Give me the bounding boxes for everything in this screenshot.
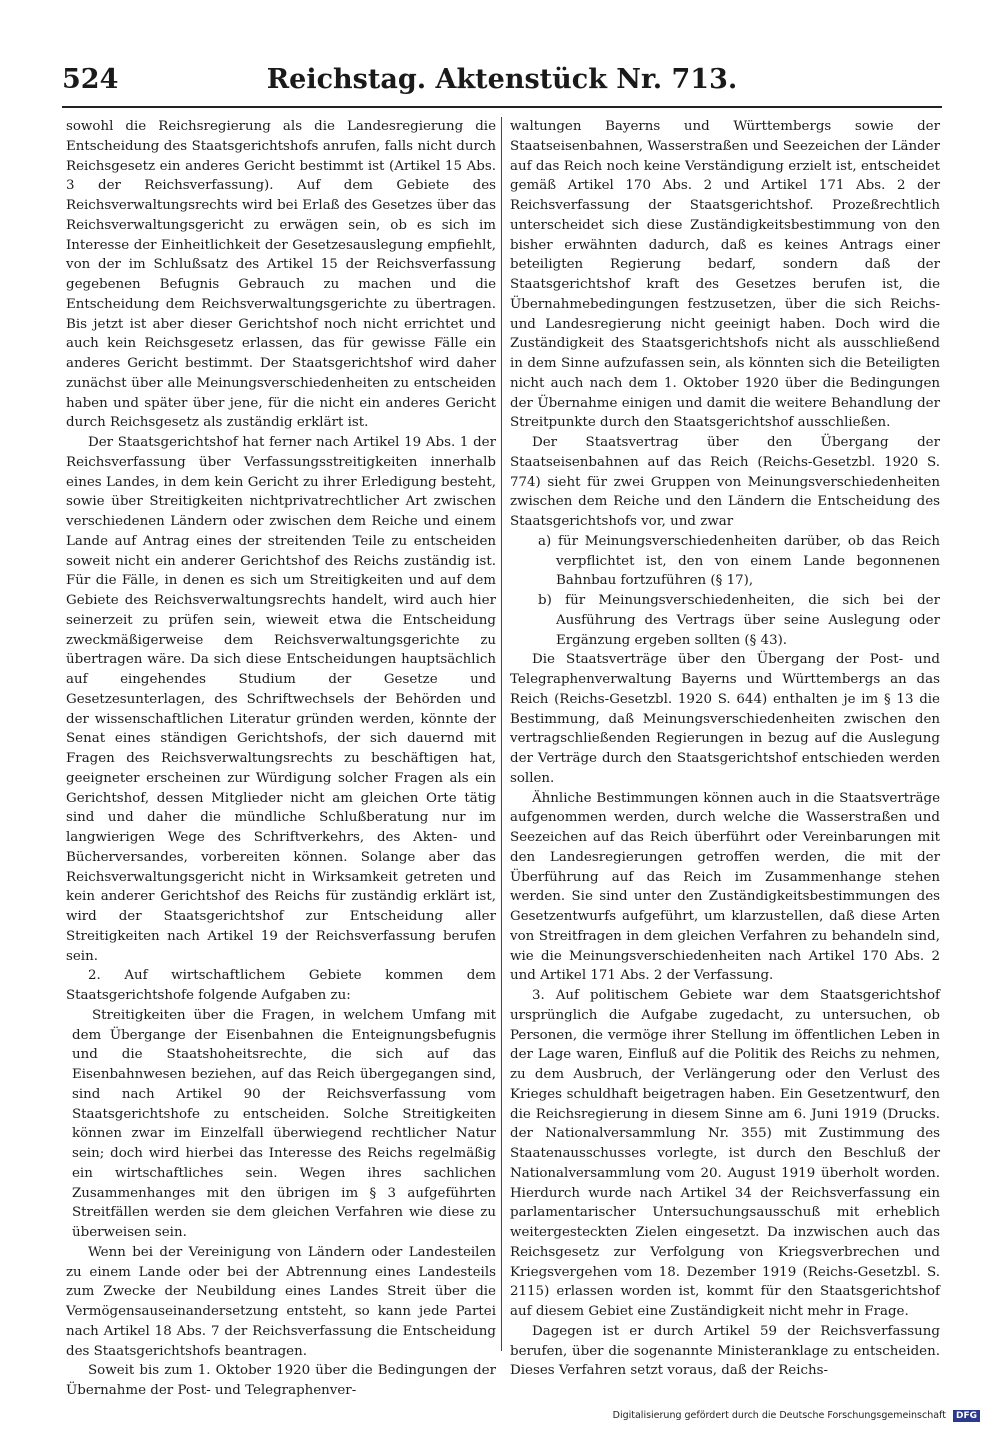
paragraph: waltungen Bayerns und Württembergs sowie der Staatseisenbahnen, Wasserstraßen und Seezeichen der Länder auf das Reich noch keine Verständigung erzielt ist, entscheidet gemäß Artikel 170 Abs. 2 und Artikel 171 Abs. 2 der Reichsverfassung der Staatsgerichtshof. Prozeßrechtlich unterscheidet sich diese Zuständigkeitsbestimmung von den bisher erwähnten dadurch, daß es keines Antrags einer beteiligten Regierung bedarf, sondern daß der Staatsgerichtshof kraft des Gesetzes berufen ist, die Übernahmebedingungen festzusetzen, über die sich Reichs- und Landesregierung nicht geeinigt haben. Doch wird die Zuständigkeit des Staatsgerichtshofs nicht als ausschließend in dem Sinne aufzufassen sein, als könnten sich die Beteiligten nicht auch nach dem 1. Oktober 1920 über die Bedingungen der Übernahme einigen und damit die weitere Behandlung der Streitpunkte durch den Staatsgerichtshof ausschließen. — [510, 119, 940, 431]
footer-text: Digitalisierung gefördert durch die Deutsche Forschungsgemeinschaft — [612, 1410, 946, 1421]
footer-credit — [613, 1410, 980, 1422]
paragraph: 2. Auf wirtschaftlichem Gebiete kommen dem Staatsgerichtshofe folgende Aufgaben zu: — [66, 968, 496, 1003]
dfg-logo: DFG — [953, 1410, 980, 1422]
column-divider — [501, 117, 502, 1351]
paragraph: Streitigkeiten über die Fragen, in welchem Umfang mit dem Übergange der Eisenbahnen die Enteignungsbefugnis und die Staatshoheitsrechte, die sich auf das Eisenbahnwesen beziehen, auf das Reich übergegangen sind, sind nach Artikel 90 der Reichsverfassung vom Staatsgerichtshofe zu entscheiden. Solche Streitigkeiten können zwar im Einzelfall überwiegend rechtlicher Natur sein; doch wird hierbei das Interesse des Reichs regelmäßig ein wirtschaftliches sein. Wegen ihres sachlichen Zusammenhanges mit den übrigen im § 3 aufgeführten Streitfällen werden sie dem gleichen Verfahren wie diese zu überweisen sein. — [72, 1007, 496, 1240]
paragraph: Dagegen ist er durch Artikel 59 der Reichsverfassung berufen, über die sogenannte Ministeranklage zu entscheiden. Dieses Verfahren setzt voraus, daß der Reichs- — [510, 1323, 940, 1379]
page-header — [62, 60, 942, 100]
page-number: 524 — [62, 64, 119, 95]
paragraph: Ähnliche Bestimmungen können auch in die Staatsverträge aufgenommen werden, durch welche die Wasserstraßen und Seezeichen auf das Reich überführt oder Vereinbarungen mit den Landesregierungen getroffen werden, die mit der Überführung auf das Reich im Zusammenhange stehen werden. Sie sind unter den Zuständigkeitsbestimmungen des Gesetzentwurfs aufgeführt, um klarzustellen, daß diese Arten von Streitfragen in dem gleichen Verfahren zu behandeln sind, wie die Meinungsverschiedenheiten nach Artikel 170 Abs. 2 und Artikel 171 Abs. 2 der Verfassung. — [510, 790, 940, 984]
page-title: Reichstag. Aktenstück Nr. 713. — [266, 64, 738, 95]
left-column — [66, 117, 496, 1398]
paragraph: Soweit bis zum 1. Oktober 1920 über die Bedingungen der Übernahme der Post- und Telegraphenver- — [66, 1363, 496, 1398]
paragraph: Die Staatsverträge über den Übergang der Post- und Telegraphenverwaltung Bayerns und Württembergs an das Reich (Reichs-Gesetzbl. 1920 S. 644) enthalten je im § 13 die Bestimmung, daß Meinungsverschiedenheiten zwischen den vertragschließenden Regierungen in bezug auf die Auslegung der Verträge durch den Staatsgerichtshof entschieden werden sollen. — [510, 652, 940, 786]
right-column — [510, 117, 940, 1379]
paragraph: Der Staatsgerichtshof hat ferner nach Artikel 19 Abs. 1 der Reichsverfassung über Verfassungsstreitigkeiten innerhalb eines Landes, in dem kein Gericht zu ihrer Erledigung besteht, sowie über Streitigkeiten nichtprivatrechtlicher Art zwischen verschiedenen Ländern oder zwischen dem Reiche und einem Lande auf Antrag eines der streitenden Teile zu entscheiden soweit nicht ein anderer Gerichtshof des Reichs zuständig ist. Für die Fälle, in denen es sich um Streitigkeiten und auf dem Gebiete des Reichsverwaltungsrechts handelt, wird auch hier seinerzeit zu prüfen sein, wieweit etwa die Entscheidung zweckmäßigerweise dem Reichsverwaltungsgerichte zu übertragen wäre. Da sich diese Entscheidungen hauptsächlich auf eingehendes Studium der Gesetze und Gesetzesunterlagen, des Schriftwechsels der Behörden und der wissenschaftlichen Literatur gründen werden, könnte der Senat eines ständigen Gerichtshofs, der sich dauernd mit Fragen des Reichsverwaltungsrechts zu beschäftigen hat, geeigneter erscheinen zur Würdigung solcher Fragen als ein Gerichtshof, dessen Mitglieder nicht am gleichen Orte tätig sind und daher die mündliche Schlußberatung nur im langwierigen Wege des Schriftverkehrs, des Akten- und Bücherversandes, vorbereiten können. Solange aber das Reichsverwaltungsgericht nicht in Wirksamkeit getreten und kein anderer Gerichtshof des Reichs für zuständig erklärt ist, wird der Staatsgerichtshof zur Entscheidung aller Streitigkeiten nach Artikel 19 der Reichsverfassung berufen sein. — [66, 435, 496, 964]
list-item: b) für Meinungsverschiedenheiten, die sich bei der Ausführung des Vertrags über seine Auslegung oder Ergänzung ergeben sollten (§ 43). — [538, 593, 940, 648]
paragraph: 3. Auf politischem Gebiete war dem Staatsgerichtshof ursprünglich die Aufgabe zugedacht, zu untersuchen, ob Personen, die vermöge ihrer Stellung im öffentlichen Leben in der Lage waren, Einfluß auf die Politik des Reichs zu nehmen, zu dem Ausbruch, der Verlängerung oder den Verlust des Krieges schuldhaft beigetragen haben. Ein Gesetzentwurf, den die Reichsregierung in diesem Sinne am 6. Juni 1919 (Drucks. der Nationalversammlung Nr. 355) mit Zustimmung des Staatenausschusses vorlegte, ist durch den Beschluß der Nationalversammlung vom 20. August 1919 überholt worden. Hierdurch wurde nach Artikel 34 der Reichsverfassung ein parlamentarischer Untersuchungsausschuß mit erheblich weitergesteckten Zielen eingesetzt. Da inzwischen auch das Reichsgesetz zur Verfolgung von Kriegsverbrechen und Kriegsvergehen vom 18. Dezember 1919 (Reichs-Gesetzbl. S. 2115) erlassen worden ist, kommt für den Staatsgerichtshof auf diesem Gebiet eine Zuständigkeit nicht mehr in Frage. — [510, 988, 940, 1319]
paragraph: Der Staatsvertrag über den Übergang der Staatseisenbahnen auf das Reich (Reichs-Gesetzbl. 1920 S. 774) sieht für zwei Gruppen von Meinungsverschiedenheiten zwischen dem Reiche und den Ländern die Entscheidung des Staatsgerichtshofs vor, und zwar — [510, 435, 940, 529]
paragraph: sowohl die Reichsregierung als die Landesregierung die Entscheidung des Staatsgerichtshofs anrufen, falls nicht durch Reichsgesetz ein anderes Gericht bestimmt ist (Artikel 15 Abs. 3 der Reichsverfassung). Auf dem Gebiete des Reichsverwaltungsrechts wird bei Erlaß des Gesetzes über das Reichsverwaltungsgericht zu erwägen sein, ob es sich im Interesse der Einheitlichkeit der Gesetzesauslegung empfiehlt, von der im Schlußsatz des Artikel 15 der Reichsverfassung gegebenen Befugnis Gebrauch zu machen und die Entscheidung dem Reichsverwaltungsgerichte zu übertragen. Bis jetzt ist aber dieser Gerichtshof noch nicht errichtet und auch kein Reichsgesetz erlassen, das für gewisse Fälle ein anderes Gericht bestimmt. Der Staatsgerichtshof wird daher zunächst über alle Meinungsverschiedenheiten zu entscheiden haben und später über jene, für die nicht ein anderes Gericht durch Reichsgesetz als zuständig erklärt ist. — [66, 119, 496, 431]
paragraph: Wenn bei der Vereinigung von Ländern oder Landesteilen zu einem Lande oder bei der Abtrennung eines Landesteils zum Zwecke der Neubildung eines Landes Streit über die Vermögensauseinandersetzung entsteht, so kann jede Partei nach Artikel 18 Abs. 7 der Reichsverfassung die Entscheidung des Staatsgerichtshofs beantragen. — [66, 1244, 496, 1359]
header-rule — [62, 106, 942, 108]
list-item: a) für Meinungsverschiedenheiten darüber, ob das Reich verpflichtet ist, den von einem Lande begonnenen Bahnbau fortzuführen (§ 17), — [538, 533, 940, 589]
